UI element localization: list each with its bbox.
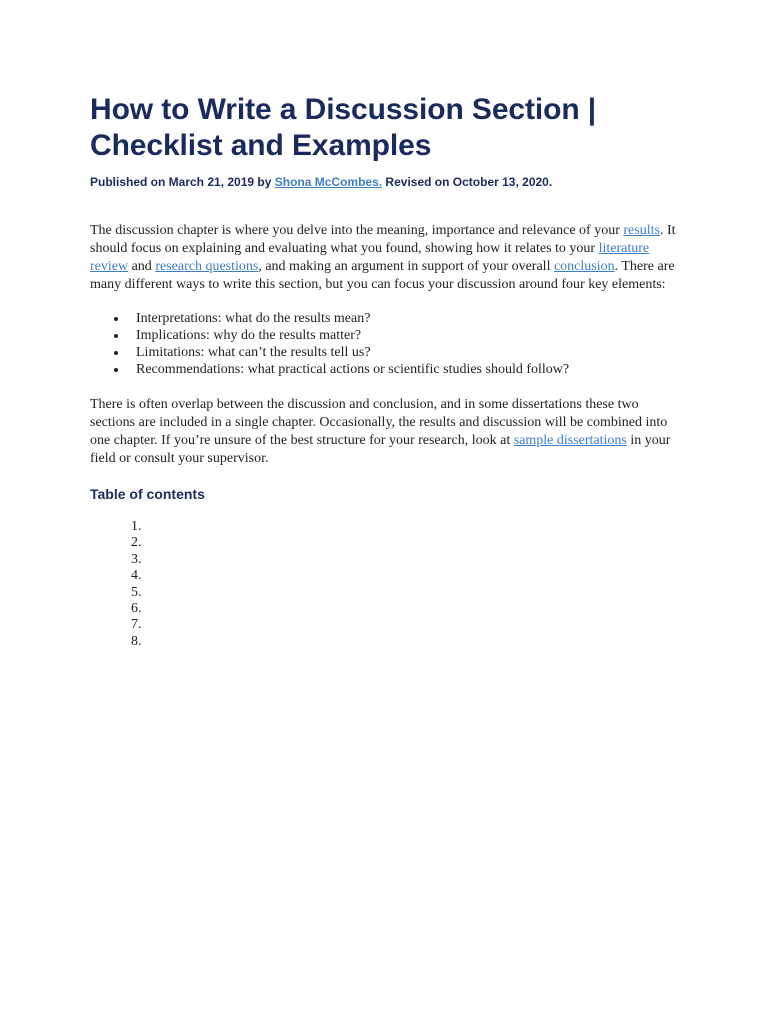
intro-text-5: . There are many different ways to write this section, but you can focus your discussion around four key elements: xyxy=(90,259,675,292)
list-item xyxy=(114,344,680,361)
list-item-text: Interpretations: what do the results mean? xyxy=(136,311,371,326)
toc-item[interactable]: 5. xyxy=(131,584,142,600)
intro-text-3: and xyxy=(128,259,156,274)
key-elements-list xyxy=(90,310,680,378)
list-item xyxy=(114,361,680,378)
bullet-icon xyxy=(114,317,118,321)
list-item-text: Limitations: what can’t the results tell us? xyxy=(136,345,371,360)
article-content xyxy=(90,92,680,650)
author-link[interactable]: Shona McCombes. xyxy=(274,175,383,189)
overlap-text-2: in your field or consult your supervisor. xyxy=(90,433,671,466)
overlap-paragraph xyxy=(90,396,680,468)
toc-heading: Table of contents xyxy=(90,486,205,502)
list-item-text: Recommendations: what practical actions or scientific studies should follow? xyxy=(136,362,570,377)
published-date: Published on March 21, 2019 by xyxy=(90,175,275,189)
toc-item[interactable]: 3. xyxy=(131,551,142,567)
results-link[interactable]: results xyxy=(623,223,660,238)
bullet-icon xyxy=(114,351,118,355)
literature-review-link[interactable]: literature review xyxy=(90,241,650,274)
intro-text-1: The discussion chapter is where you delve into the meaning, importance and relevance of your xyxy=(90,223,624,238)
toc-item[interactable]: 4. xyxy=(131,568,142,584)
intro-paragraph xyxy=(90,222,680,294)
toc-item[interactable]: 2. xyxy=(131,535,142,551)
bullet-icon xyxy=(114,368,118,372)
intro-text-2: . It should focus on explaining and evaluating what you found, showing how it relates to your xyxy=(90,223,676,256)
research-questions-link[interactable]: research questions xyxy=(155,259,259,274)
toc-item[interactable]: 8. xyxy=(131,633,142,649)
overlap-text-1: There is often overlap between the discussion and conclusion, and in some dissertations these two sections are included in a single chapter. Occasionally, the results and discussion will be combined into one chapter. If you’re unsure of the best structure for your research, look at xyxy=(90,397,668,448)
revised-date: Revised on October 13, 2020. xyxy=(382,175,553,189)
toc-item[interactable]: 6. xyxy=(131,600,142,616)
sample-dissertations-link[interactable]: sample dissertations xyxy=(513,433,627,448)
table-of-contents xyxy=(90,519,680,650)
conclusion-link[interactable]: conclusion xyxy=(553,259,615,274)
intro-text-4: , and making an argument in support of your overall xyxy=(258,259,554,274)
page-title: How to Write a Discussion Section | Checklist and Examples xyxy=(90,93,597,162)
bullet-icon xyxy=(114,334,118,338)
publication-meta xyxy=(90,174,680,190)
list-item xyxy=(114,327,680,344)
list-item-text: Implications: why do the results matter? xyxy=(136,328,362,343)
toc-item[interactable]: 7. xyxy=(131,617,142,633)
toc-item[interactable]: 1. xyxy=(131,519,142,534)
list-item xyxy=(114,310,680,327)
